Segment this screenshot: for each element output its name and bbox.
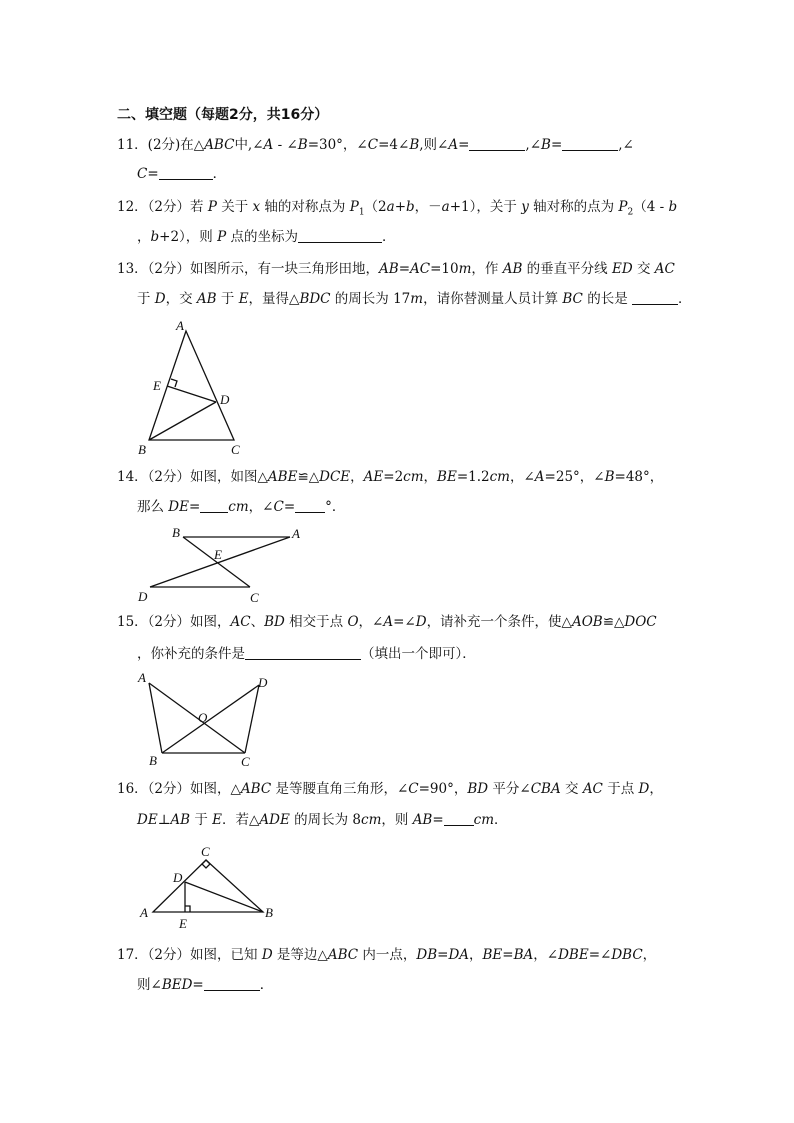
q14-label-a: A [292, 526, 300, 541]
q16-figure [135, 840, 280, 935]
q16-right-angle-mark-c [202, 860, 210, 868]
q16-label-d: D [173, 870, 183, 885]
q13-label-a: A [176, 318, 184, 333]
q15-figure [135, 668, 280, 772]
q15-segment-ac [149, 683, 245, 753]
q15-segment-ab [149, 683, 162, 753]
q15-answer-blank[interactable] [245, 645, 361, 660]
q13-line-1: 13．（2分）如图所示，有一块三角形田地，AB=AC=10m，作 AB 的垂直平分线 ED 交 AC [117, 261, 675, 277]
q14-label-c: C [250, 590, 259, 605]
q14-figure [135, 522, 310, 608]
q14-label-b: B [172, 525, 180, 540]
q16-line-1: 16．（2分）如图，△ABC 是等腰直角三角形，∠C=90°，BD 平分∠CBA 交 AC 于点 D， [117, 781, 663, 797]
q13-segment-bd [149, 402, 216, 440]
q14-segment-bc [183, 537, 250, 587]
q13-right-angle-mark [171, 379, 177, 387]
q15-label-o: O [198, 710, 208, 725]
q15-label-b: B [149, 753, 157, 768]
q11-line-2: C= ． [137, 166, 227, 182]
q13-label-c: C [231, 442, 240, 457]
q17-answer-blank[interactable] [204, 976, 260, 991]
q14-answer-blank-de[interactable] [200, 498, 228, 513]
q13-label-e: E [153, 378, 161, 393]
q12-line-2: ，b+2），则 P 点的坐标为 ． [137, 229, 396, 245]
q13-answer-blank[interactable] [632, 290, 678, 305]
q11-line-1: 11．(2分)在△ABC中,∠A - ∠B=30°，∠C=4∠B,则∠A= ,∠B= ,∠ [117, 137, 634, 153]
q13-segment-ed [167, 386, 216, 402]
q13-line-2: 于 D，交 AB 于 E，量得△BDC 的周长为 17m，请你替测量人员计算 BC 的长是 ． [137, 291, 692, 307]
q11-answer-blank-a[interactable] [469, 136, 525, 151]
q11-answer-blank-c[interactable] [159, 165, 213, 180]
q15-label-c: C [241, 754, 250, 769]
q16-triangle-abc [153, 860, 263, 912]
q14-line-1: 14．（2分）如图，如图△ABE≌△DCE，AE=2cm，BE=1.2cm，∠A=25°，∠B=48°， [117, 469, 664, 485]
q13-label-d: D [220, 392, 230, 407]
q14-label-d: D [138, 589, 148, 604]
q16-line-2: DE⊥AB 于 E．若△ADE 的周长为 8cm，则 AB= cm． [137, 812, 508, 828]
q16-label-a: A [140, 905, 148, 920]
q17-line-2: 则∠BED= ． [137, 977, 274, 993]
q16-label-b: B [265, 905, 273, 920]
q16-right-angle-mark-e [185, 906, 190, 912]
q15-label-a: A [138, 670, 146, 685]
q14-segment-ad [150, 537, 290, 587]
q12-line-1: 12．（2分）若 P 关于 x 轴的对称点为 $P_1(2a+b$，－a+1），关于 y 轴对称的点为 $P_2(4$ - b [117, 199, 678, 218]
q12-answer-blank[interactable] [298, 228, 382, 243]
q15-segment-bd [162, 685, 259, 753]
q13-figure [130, 316, 250, 461]
q16-label-e: E [179, 916, 187, 931]
q16-segment-bd [185, 882, 263, 912]
q13-triangle-abc [149, 331, 234, 440]
q16-answer-blank[interactable] [444, 811, 474, 826]
q16-label-c: C [201, 844, 210, 859]
q15-label-d: D [258, 675, 268, 690]
q11-answer-blank-b[interactable] [562, 136, 618, 151]
q14-answer-blank-c[interactable] [295, 498, 325, 513]
q13-label-b: B [138, 442, 146, 457]
section-heading: 二、填空题（每题2分，共16分） [117, 107, 329, 123]
q15-line-1: 15．（2分）如图，AC、BD 相交于点 O，∠A=∠D，请补充一个条件，使△AOB≌△DOC [117, 614, 657, 630]
q15-line-2: ，你补充的条件是 （填出一个即可）． [137, 646, 476, 662]
q14-line-2: 那么 DE= cm，∠C= °． [137, 499, 346, 515]
q17-line-1: 17．（2分）如图，已知 D 是等边△ABC 内一点，DB=DA，BE=BA，∠DBE=∠DBC， [117, 947, 657, 963]
q15-segment-cd [245, 685, 259, 753]
q14-label-e: E [214, 547, 222, 562]
